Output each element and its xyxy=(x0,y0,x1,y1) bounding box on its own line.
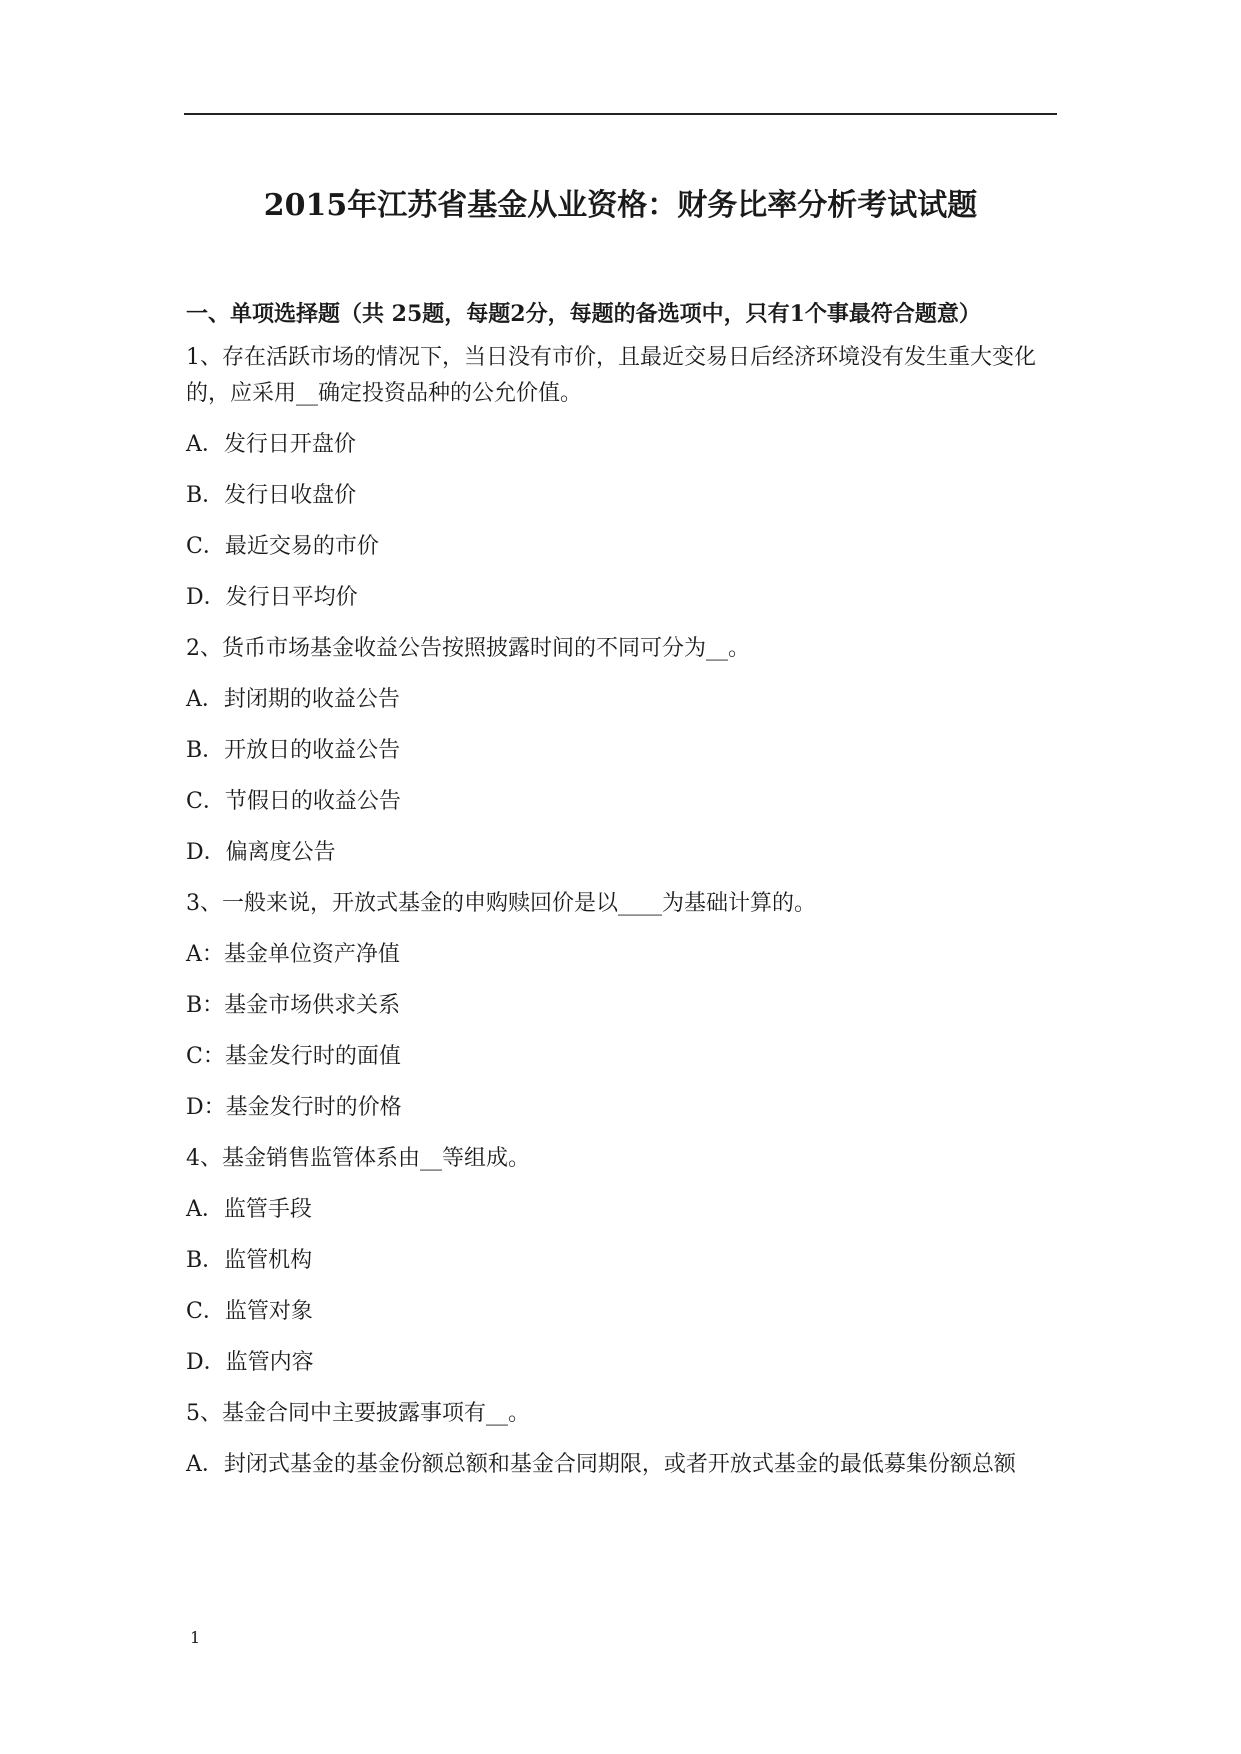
question-2-option-b: B．开放日的收益公告 xyxy=(186,738,401,763)
question-1-option-d: D．发行日平均价 xyxy=(186,585,358,610)
question-1-stem: 1、存在活跃市场的情况下，当日没有市价，且最近交易日后经济环境没有发生重大变化的，应采用__确定投资品种的公允价值。 xyxy=(186,345,1036,406)
question-2-option-d: D．偏离度公告 xyxy=(186,840,336,865)
question-2-option-a: A．封闭期的收益公告 xyxy=(186,687,400,712)
question-5-stem: 5、基金合同中主要披露事项有__。 xyxy=(186,1401,530,1426)
header-rule xyxy=(184,113,1057,115)
page-number: 1 xyxy=(190,1628,201,1647)
question-4-option-d: D．监管内容 xyxy=(186,1350,314,1375)
question-1-option-a: A．发行日开盘价 xyxy=(186,432,356,457)
question-3-option-b: B：基金市场供求关系 xyxy=(186,993,401,1018)
question-2-option-c: C．节假日的收益公告 xyxy=(186,789,401,814)
question-4-option-b: B．监管机构 xyxy=(186,1248,313,1273)
question-3-option-c: C：基金发行时的面值 xyxy=(186,1044,401,1069)
document-title: 2015年江苏省基金从业资格：财务比率分析考试试题 xyxy=(263,188,978,223)
section-heading: 一、单项选择题（共 25题，每题2分，每题的备选项中，只有1个事最符合题意） xyxy=(186,301,981,327)
document-body xyxy=(186,296,1058,1498)
question-4-option-a: A．监管手段 xyxy=(186,1197,312,1222)
question-4-option-c: C．监管对象 xyxy=(186,1299,313,1324)
question-1-option-b: B．发行日收盘价 xyxy=(186,483,357,508)
question-2-stem: 2、货币市场基金收益公告按照披露时间的不同可分为__。 xyxy=(186,636,750,661)
question-1-option-c: C．最近交易的市价 xyxy=(186,534,379,559)
question-3-stem: 3、一般来说，开放式基金的申购赎回价是以____为基础计算的。 xyxy=(186,891,816,916)
question-3-option-a: A：基金单位资产净值 xyxy=(186,942,400,967)
question-3-option-d: D：基金发行时的价格 xyxy=(186,1095,402,1120)
question-4-stem: 4、基金销售监管体系由__等组成。 xyxy=(186,1146,530,1171)
question-5-option-a: A．封闭式基金的基金份额总额和基金合同期限，或者开放式基金的最低募集份额总额 xyxy=(186,1452,1016,1477)
